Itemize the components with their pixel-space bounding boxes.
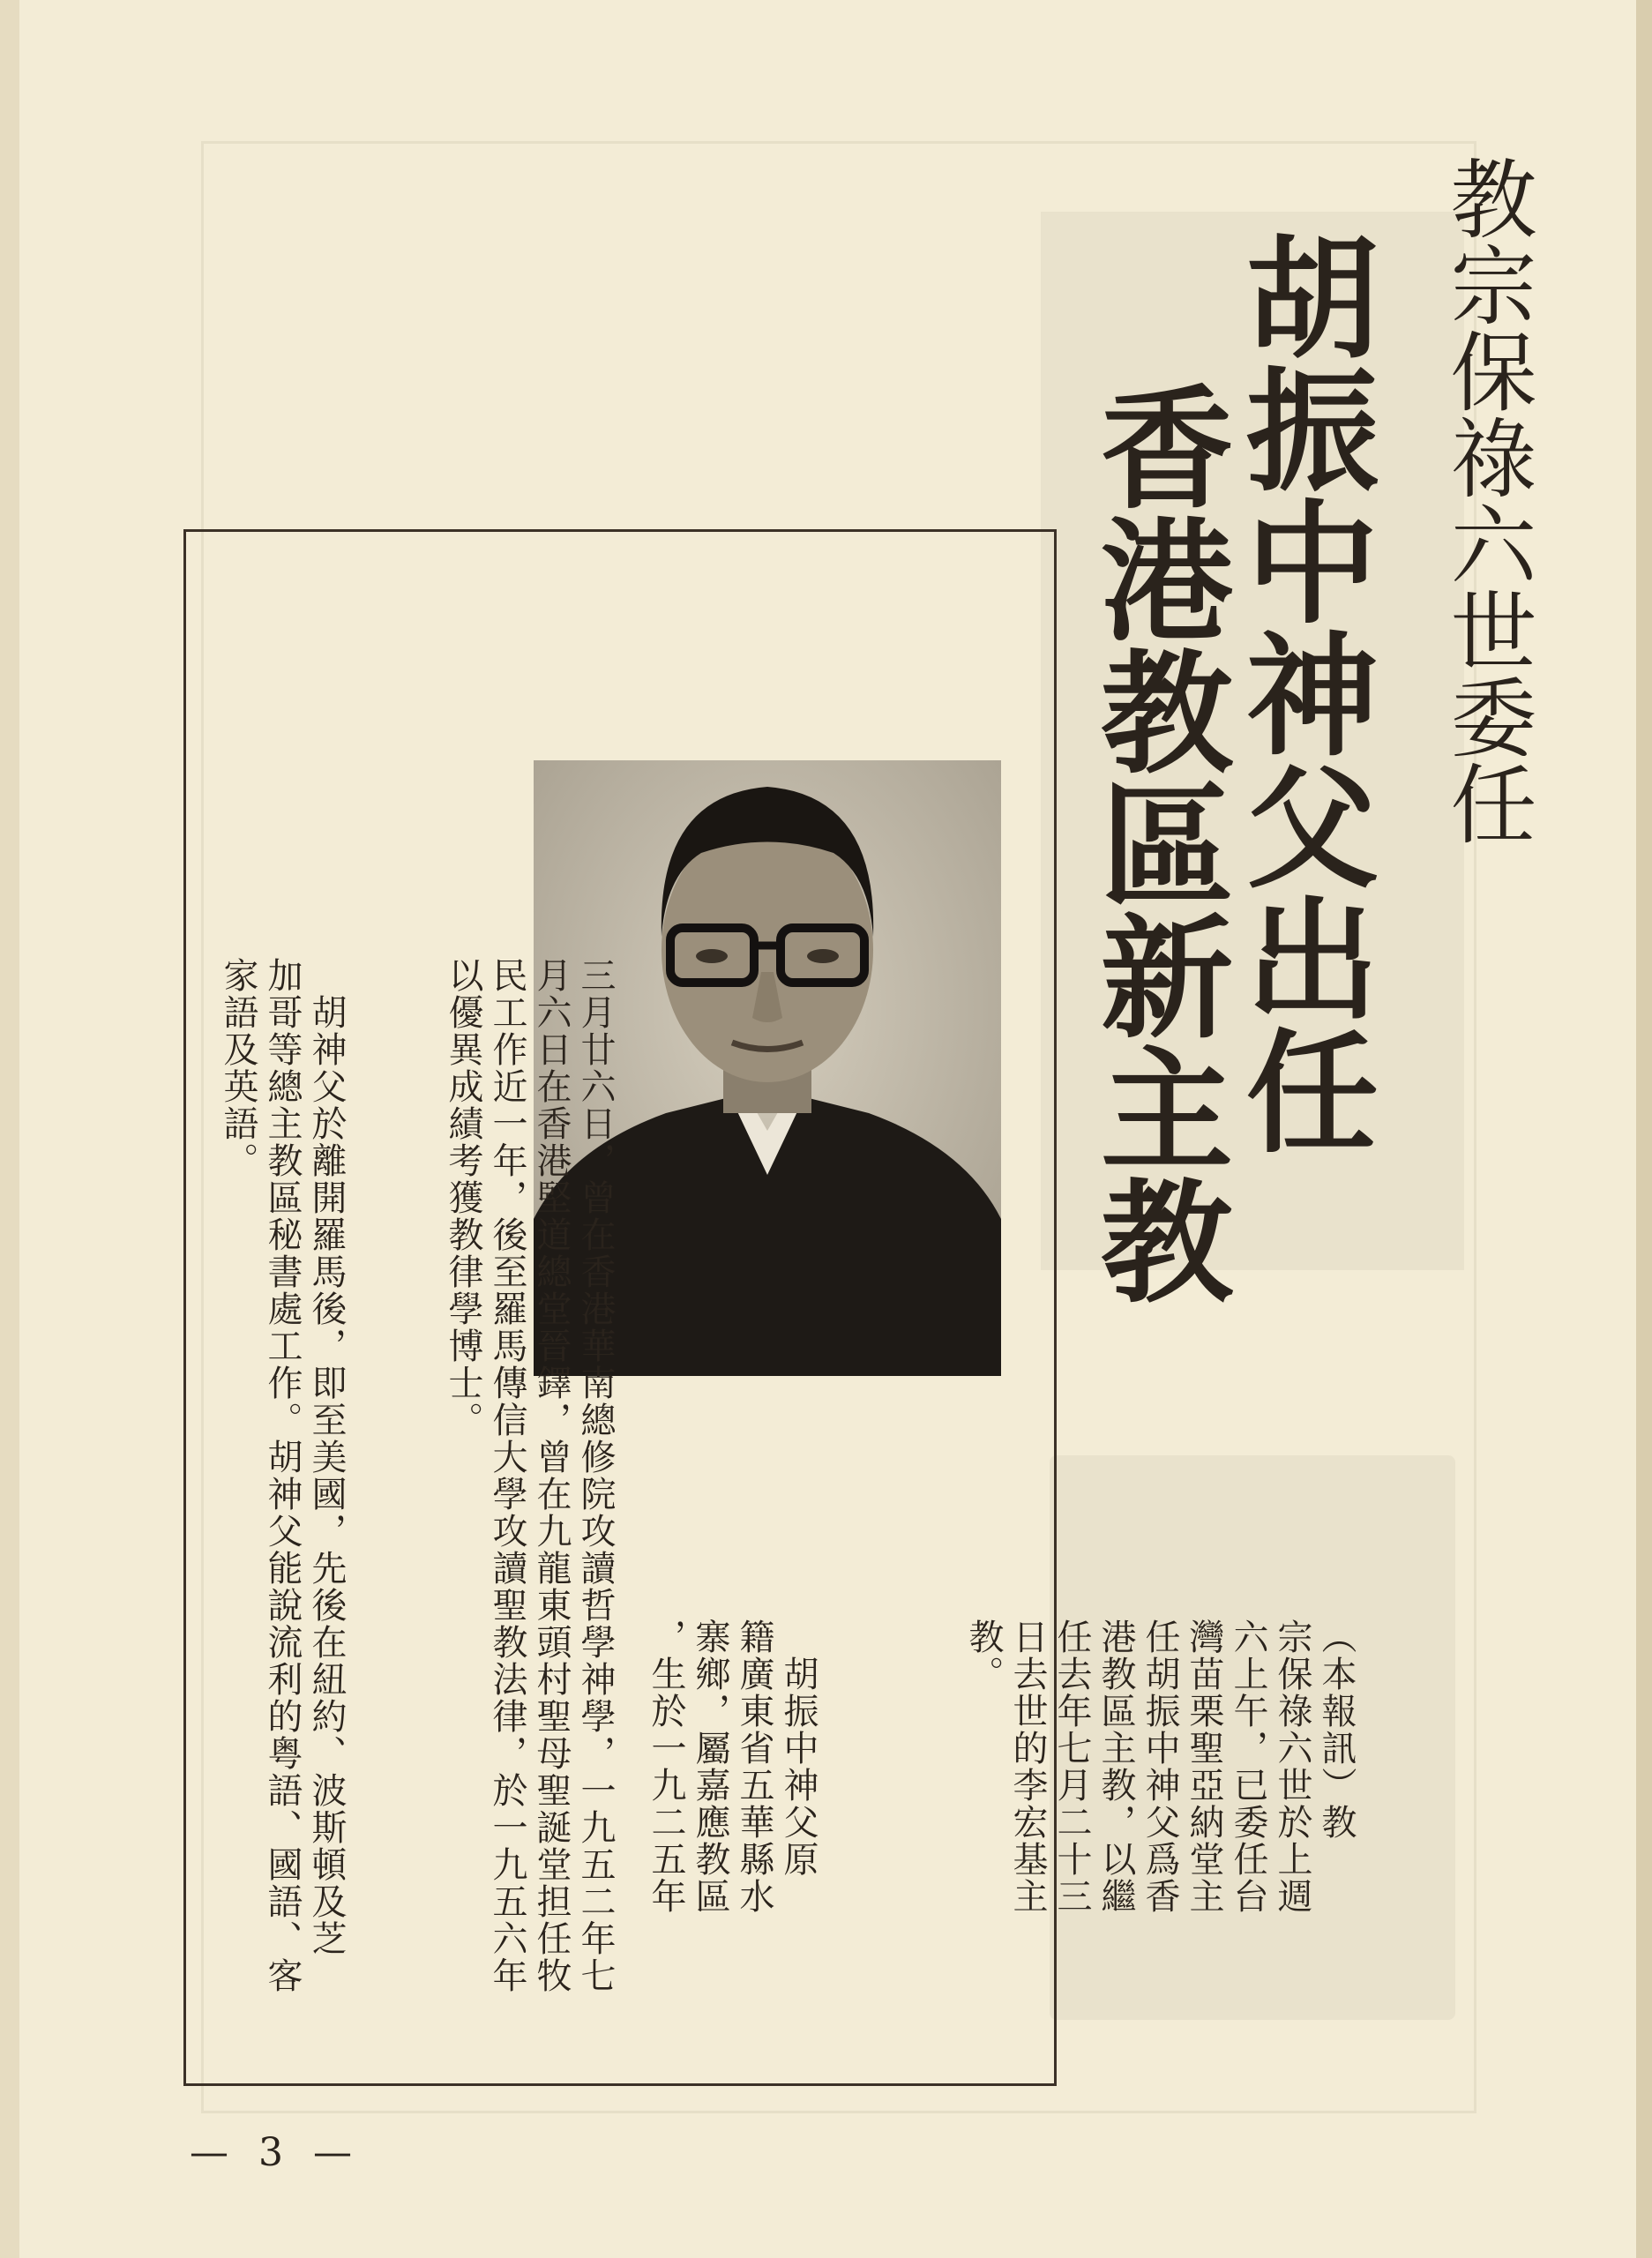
text-line: （本報訊）教 (1316, 1619, 1357, 1841)
article-column-biography-continued (441, 957, 617, 1994)
text-line: 胡振中神父原 (778, 1619, 819, 1878)
page-edge-right (1636, 0, 1652, 2258)
text-line: 日去世的李宏基主 (1007, 1619, 1048, 1915)
text-line: 宗保祿六世於上週 (1272, 1619, 1312, 1915)
page-number: — 3 — (190, 2130, 361, 2175)
text-line: 三月廿六日，曾在香港華南總修院攻讀哲學神學，一九五二年七 (575, 957, 616, 1994)
page-edge-left (0, 0, 19, 2258)
text-line: 家語及英語。 (218, 957, 258, 1179)
headline-line-1: 胡振中神父出任 (1223, 229, 1379, 1155)
article-column-career (216, 957, 348, 1994)
text-line: 任胡振中神父爲香 (1140, 1619, 1180, 1915)
text-line: 民工作近一年，後至羅馬傳信大學攻讀聖教法律，於一九五六年 (487, 957, 527, 1994)
text-line: 月六日在香港堅道總堂晉鐸，曾在九龍東頭村聖母聖誕堂担任牧 (531, 957, 572, 1994)
text-line: 以優異成績考獲教律學博士。 (443, 957, 483, 1439)
text-line: 胡神父於離開羅馬後，即至美國，先後在紐約、波斯頓及芝 (306, 957, 347, 1957)
article-column-lead (961, 1619, 1358, 1915)
text-line: 籍廣東省五華縣水 (734, 1619, 774, 1915)
text-line: ，生於一九二五年 (646, 1619, 686, 1915)
text-line: 港教區主教，以繼 (1095, 1619, 1136, 1915)
text-line: 加哥等總主教區秘書處工作。胡神父能說流利的粤語、國語、客 (262, 957, 303, 1994)
article-column-biography-start (644, 1619, 820, 1915)
headline-line-2: 香港教區新主教 (1078, 379, 1233, 1305)
headline-kicker: 教宗保祿六世委任 (1436, 154, 1536, 846)
text-line: 任去年七月二十三 (1051, 1619, 1092, 1915)
text-line: 六上午，已委任台 (1228, 1619, 1268, 1915)
text-line: 灣苗栗聖亞納堂主 (1184, 1619, 1224, 1915)
text-line: 教。 (963, 1619, 1004, 1693)
text-line: 寨鄉，屬嘉應教區 (690, 1619, 730, 1915)
